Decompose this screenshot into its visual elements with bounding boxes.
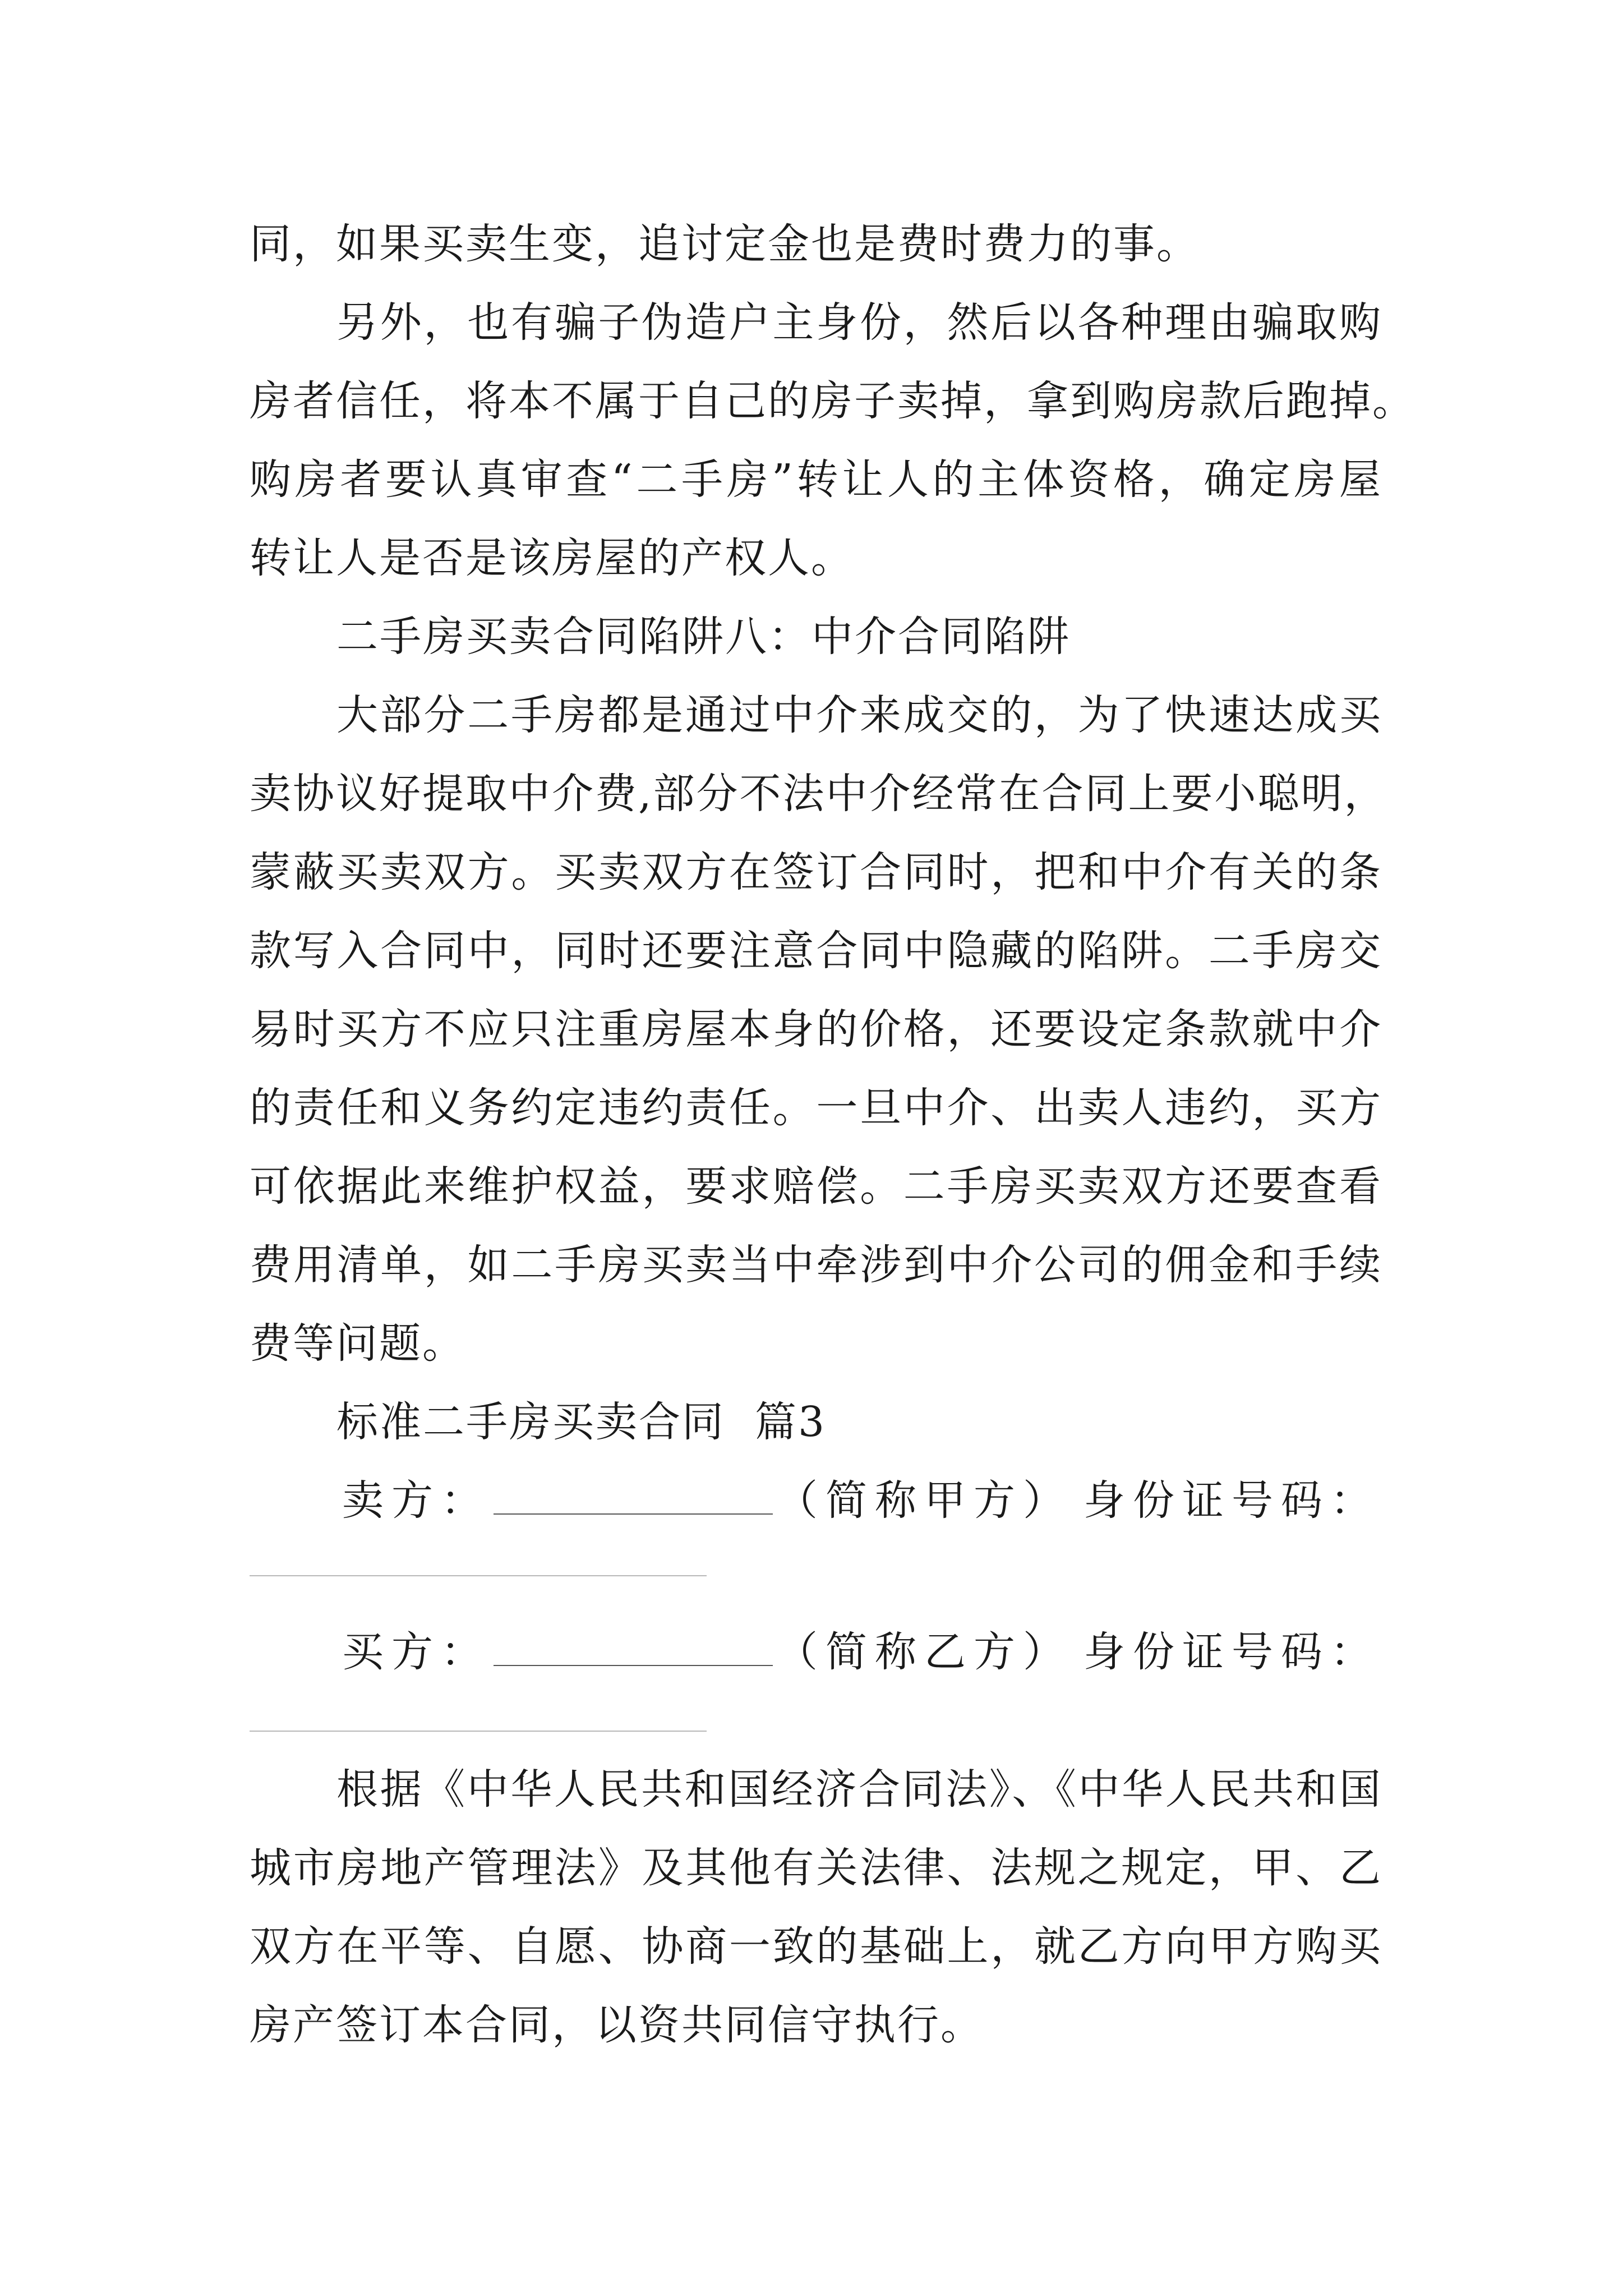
paragraph-line: 购房者要认真审查“二手房”转让人的主体资格，确定房屋 bbox=[250, 455, 1382, 504]
paragraph-line: 双方在平等、自愿、协商一致的基础上，就乙方向甲方购买 bbox=[250, 1922, 1382, 1971]
paragraph-line: 同，如果买卖生变，追讨定金也是费时费力的事。 bbox=[250, 220, 1200, 268]
seller-label: 卖方： bbox=[342, 1476, 490, 1525]
buyer-short-label: （简称乙方） bbox=[776, 1628, 1072, 1676]
seller-short-label: （简称甲方） bbox=[776, 1476, 1072, 1525]
paragraph-line: 蒙蔽买卖双方。买卖双方在签订合同时，把和中介有关的条 bbox=[250, 848, 1382, 896]
buyer-id-label: 身份证号码： bbox=[1083, 1628, 1380, 1676]
paragraph-line: 房者信任，将本不属于自己的房子卖掉，拿到购房款后跑掉。 bbox=[250, 377, 1415, 425]
paragraph-line: 易时买方不应只注重房屋本身的价格，还要设定条款就中介 bbox=[250, 1005, 1382, 1053]
buyer-name-blank[interactable] bbox=[494, 1629, 773, 1666]
paragraph-line: 款写入合同中，同时还要注意合同中隐藏的陷阱。二手房交 bbox=[250, 927, 1382, 975]
paragraph-line: 转让人是否是该房屋的产权人。 bbox=[250, 534, 854, 582]
section-heading: 二手房买卖合同陷阱八：中介合同陷阱 bbox=[336, 613, 1071, 661]
paragraph-line: 费用清单，如二手房买卖当中牵涉到中介公司的佣金和手续 bbox=[250, 1241, 1382, 1289]
seller-line bbox=[342, 1473, 1380, 1529]
seller-name-blank[interactable] bbox=[494, 1478, 773, 1515]
paragraph-line: 城市房地产管理法》及其他有关法律、法规之规定，甲、乙 bbox=[250, 1844, 1382, 1892]
contract-title: 标准二手房买卖合同 篇3 bbox=[336, 1398, 827, 1446]
buyer-label: 买方： bbox=[342, 1628, 490, 1676]
paragraph-line: 大部分二手房都是通过中介来成交的，为了快速达成买 bbox=[336, 691, 1382, 739]
paragraph-line: 房产签订本合同，以资共同信守执行。 bbox=[250, 2001, 984, 2049]
paragraph-line: 另外，也有骗子伪造户主身份，然后以各种理由骗取购 bbox=[336, 298, 1382, 347]
paragraph-line: 根据《中华人民共和国经济合同法》、《中华人民共和国 bbox=[336, 1765, 1382, 1814]
paragraph-line: 卖协议好提取中介费,部分不法中介经常在合同上要小聪明， bbox=[250, 770, 1387, 818]
paragraph-line: 可依据此来维护权益，要求赔偿。二手房买卖双方还要查看 bbox=[250, 1162, 1382, 1211]
buyer-id-blank[interactable] bbox=[250, 1731, 707, 1732]
buyer-line bbox=[342, 1624, 1380, 1680]
seller-id-label: 身份证号码： bbox=[1083, 1476, 1380, 1525]
paragraph-line: 费等问题。 bbox=[250, 1319, 465, 1368]
paragraph-line: 的责任和义务约定违约责任。一旦中介、出卖人违约，买方 bbox=[250, 1084, 1382, 1132]
seller-id-blank[interactable] bbox=[250, 1575, 707, 1576]
